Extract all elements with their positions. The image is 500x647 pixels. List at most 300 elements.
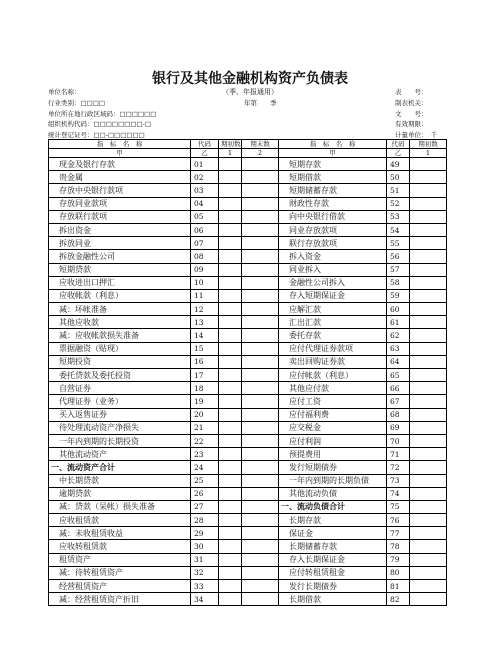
right-begin-value	[410, 593, 447, 606]
right-item-code: 60	[387, 303, 410, 316]
left-end-value	[242, 461, 279, 474]
left-end-value	[242, 421, 279, 434]
right-item-code: 52	[387, 197, 410, 210]
left-begin-value	[219, 276, 242, 289]
left-item-name: 逾期贷款	[49, 487, 191, 500]
left-item-name: 减：坏帐准备	[49, 303, 191, 316]
table-row	[49, 421, 447, 434]
left-end-value	[242, 474, 279, 487]
left-begin-value	[219, 303, 242, 316]
left-item-code: 29	[191, 527, 219, 540]
left-item-name: 一、流动资产合计	[49, 461, 191, 474]
right-item-code: 55	[387, 237, 410, 250]
right-begin-value	[410, 329, 447, 342]
period-label: 年第 季	[244, 99, 277, 107]
left-begin-value	[219, 237, 242, 250]
left-item-name: 减：经营租赁资产折旧	[49, 593, 191, 606]
left-item-code: 31	[191, 553, 219, 566]
right-item-code: 51	[387, 184, 410, 197]
left-item-name: 待处理流动资产净损失	[49, 421, 191, 434]
left-item-code: 05	[191, 210, 219, 223]
left-item-name: 减：贷款（呆帐）损失准备	[49, 500, 191, 513]
table-row	[49, 395, 447, 408]
header-col1-right: 1	[410, 149, 447, 158]
right-begin-value	[410, 303, 447, 316]
right-item-name: 短期储蓄存款	[279, 184, 387, 197]
right-item-name: 存入短期保证金	[279, 289, 387, 302]
left-item-name: 贵金属	[49, 171, 191, 184]
right-item-name: 财政性存款	[279, 197, 387, 210]
right-item-name: 应解汇款	[279, 303, 387, 316]
left-end-value	[242, 355, 279, 368]
left-item-name: 委托贷款及委托投资	[49, 369, 191, 382]
header-begin: 期初数	[219, 140, 242, 149]
left-item-name: 存放联行款项	[49, 210, 191, 223]
left-item-name: 短期贷款	[49, 263, 191, 276]
left-begin-value	[219, 487, 242, 500]
table-row	[49, 171, 447, 184]
right-item-code: 54	[387, 223, 410, 236]
left-begin-value	[219, 474, 242, 487]
left-item-code: 20	[191, 408, 219, 421]
header-yi: 乙	[191, 149, 219, 158]
table-row	[49, 448, 447, 461]
right-item-code: 80	[387, 566, 410, 579]
right-item-code: 62	[387, 329, 410, 342]
left-begin-value	[219, 461, 242, 474]
header-left-name: 指 标 名 称	[49, 140, 191, 149]
org-code-label: 组织机构代码：□□□□□□□□-□	[48, 120, 151, 128]
left-end-value	[242, 527, 279, 540]
right-begin-value	[410, 355, 447, 368]
right-item-name: 其他流动负债	[279, 487, 387, 500]
left-begin-value	[219, 263, 242, 276]
right-item-code: 76	[387, 514, 410, 527]
left-item-name: 代理证券（业务）	[49, 395, 191, 408]
left-end-value	[242, 382, 279, 395]
right-begin-value	[410, 461, 447, 474]
right-begin-value	[410, 527, 447, 540]
left-item-code: 19	[191, 395, 219, 408]
left-item-name: 经营租赁资产	[49, 580, 191, 593]
left-begin-value	[219, 210, 242, 223]
left-item-name: 应收租赁款	[49, 514, 191, 527]
currency-label: 计量单位： 千	[395, 131, 438, 139]
right-begin-value	[410, 276, 447, 289]
table-row	[49, 500, 447, 513]
left-item-name: 应收进出口押汇	[49, 276, 191, 289]
left-item-code: 16	[191, 355, 219, 368]
left-end-value	[242, 289, 279, 302]
unit-name-label: 单位名称：	[48, 88, 81, 96]
right-item-name: 应付帐款（利息）	[279, 369, 387, 382]
left-begin-value	[219, 369, 242, 382]
region-label: 单位所在地行政区域码：□□□□□□	[48, 110, 157, 118]
table-row	[49, 566, 447, 579]
table-row	[49, 250, 447, 263]
right-begin-value	[410, 184, 447, 197]
right-item-name: 应交税金	[279, 421, 387, 434]
right-begin-value	[410, 223, 447, 236]
balance-table	[48, 139, 447, 606]
left-item-code: 17	[191, 369, 219, 382]
right-item-code: 79	[387, 553, 410, 566]
table-row	[49, 158, 447, 171]
industry-label: 行业类别：□□□□	[48, 99, 106, 107]
header-index-row	[49, 149, 447, 158]
table-row	[49, 487, 447, 500]
left-item-code: 33	[191, 580, 219, 593]
left-item-name: 自营证券	[49, 382, 191, 395]
right-item-code: 82	[387, 593, 410, 606]
right-begin-value	[410, 263, 447, 276]
right-item-code: 73	[387, 474, 410, 487]
right-item-name: 保证金	[279, 527, 387, 540]
left-item-code: 27	[191, 500, 219, 513]
header-jia-right: 甲	[279, 149, 387, 158]
right-item-code: 57	[387, 263, 410, 276]
table-row	[49, 355, 447, 368]
left-item-code: 15	[191, 342, 219, 355]
right-begin-value	[410, 540, 447, 553]
left-end-value	[242, 237, 279, 250]
left-begin-value	[219, 566, 242, 579]
left-end-value	[242, 580, 279, 593]
left-item-code: 30	[191, 540, 219, 553]
table-row	[49, 303, 447, 316]
table-row	[49, 197, 447, 210]
table-row	[49, 593, 447, 606]
right-begin-value	[410, 289, 447, 302]
right-item-code: 77	[387, 527, 410, 540]
left-begin-value	[219, 355, 242, 368]
valid-label: 有效期限：	[395, 120, 428, 128]
page-title: 银行及其他金融机构资产负债表	[152, 71, 348, 87]
right-item-code: 72	[387, 461, 410, 474]
left-end-value	[242, 514, 279, 527]
right-item-code: 70	[387, 434, 410, 447]
right-begin-value	[410, 448, 447, 461]
right-begin-value	[410, 514, 447, 527]
left-item-name: 拆出资金	[49, 223, 191, 236]
table-row	[49, 553, 447, 566]
right-item-name: 应付工资	[279, 395, 387, 408]
left-item-name: 减：未收租赁收益	[49, 527, 191, 540]
left-item-name: 应收转租赁款	[49, 540, 191, 553]
right-item-name: 长期储蓄存款	[279, 540, 387, 553]
left-item-code: 12	[191, 303, 219, 316]
left-begin-value	[219, 408, 242, 421]
table-row	[49, 276, 447, 289]
table-row	[49, 263, 447, 276]
table-row	[49, 237, 447, 250]
left-item-code: 03	[191, 184, 219, 197]
left-end-value	[242, 171, 279, 184]
right-item-code: 74	[387, 487, 410, 500]
left-item-code: 28	[191, 514, 219, 527]
table-row	[49, 210, 447, 223]
form-no-label: 表 号：	[395, 88, 428, 96]
right-item-name: 同业拆入	[279, 263, 387, 276]
left-item-code: 04	[191, 197, 219, 210]
left-end-value	[242, 487, 279, 500]
left-begin-value	[219, 500, 242, 513]
left-item-code: 32	[191, 566, 219, 579]
right-begin-value	[410, 408, 447, 421]
left-item-code: 06	[191, 223, 219, 236]
header-row	[49, 140, 447, 149]
left-item-name: 短期投资	[49, 355, 191, 368]
table-row	[49, 514, 447, 527]
left-begin-value	[219, 316, 242, 329]
left-begin-value	[219, 395, 242, 408]
left-end-value	[242, 408, 279, 421]
right-item-code: 61	[387, 316, 410, 329]
left-item-name: 应收帐款（利息）	[49, 289, 191, 302]
right-begin-value	[410, 580, 447, 593]
table-row	[49, 342, 447, 355]
left-begin-value	[219, 434, 242, 447]
header-yi-right: 乙	[387, 149, 410, 158]
header-code: 代码	[191, 140, 219, 149]
left-begin-value	[219, 448, 242, 461]
right-item-name: 汇出汇款	[279, 316, 387, 329]
header-begin-right: 期初数	[410, 140, 447, 149]
right-item-name: 预提费用	[279, 448, 387, 461]
right-item-name: 卖出回购证券款	[279, 355, 387, 368]
left-item-code: 14	[191, 329, 219, 342]
right-item-name: 应付代理证券款项	[279, 342, 387, 355]
left-begin-value	[219, 580, 242, 593]
right-item-name: 发行长期债券	[279, 580, 387, 593]
left-item-name: 买入返售证券	[49, 408, 191, 421]
right-begin-value	[410, 395, 447, 408]
right-begin-value	[410, 434, 447, 447]
right-item-code: 65	[387, 369, 410, 382]
right-item-name: 拆入资金	[279, 250, 387, 263]
left-item-code: 07	[191, 237, 219, 250]
right-item-name: 应付转租赁租金	[279, 566, 387, 579]
left-end-value	[242, 210, 279, 223]
right-begin-value	[410, 382, 447, 395]
table-row	[49, 527, 447, 540]
right-begin-value	[410, 421, 447, 434]
left-begin-value	[219, 250, 242, 263]
left-item-name: 减：应收帐款损失准备	[49, 329, 191, 342]
right-item-code: 81	[387, 580, 410, 593]
left-item-name: 票据融资（贴现）	[49, 342, 191, 355]
right-item-name: 向中央银行借款	[279, 210, 387, 223]
right-item-code: 50	[387, 171, 410, 184]
right-begin-value	[410, 487, 447, 500]
left-begin-value	[219, 514, 242, 527]
right-item-name: 长期存款	[279, 514, 387, 527]
right-item-name: 发行短期债券	[279, 461, 387, 474]
left-end-value	[242, 566, 279, 579]
right-begin-value	[410, 316, 447, 329]
left-item-name: 减：待转租赁资产	[49, 566, 191, 579]
left-end-value	[242, 263, 279, 276]
right-begin-value	[410, 197, 447, 210]
left-item-name: 其他流动资产	[49, 448, 191, 461]
right-item-code: 53	[387, 210, 410, 223]
left-item-code: 08	[191, 250, 219, 263]
right-item-name: 应付利润	[279, 434, 387, 447]
table-row	[49, 540, 447, 553]
left-end-value	[242, 250, 279, 263]
left-item-name: 租赁资产	[49, 553, 191, 566]
header-right-name: 指 标 名 称	[279, 140, 387, 149]
right-begin-value	[410, 171, 447, 184]
left-end-value	[242, 434, 279, 447]
left-end-value	[242, 329, 279, 342]
right-begin-value	[410, 158, 447, 171]
left-item-code: 34	[191, 593, 219, 606]
right-item-code: 68	[387, 408, 410, 421]
left-item-name: 中长期贷款	[49, 474, 191, 487]
left-item-name: 一年内到期的长期投资	[49, 434, 191, 447]
left-end-value	[242, 342, 279, 355]
left-begin-value	[219, 223, 242, 236]
table-row	[49, 223, 447, 236]
header-col2: 2	[242, 149, 279, 158]
left-end-value	[242, 448, 279, 461]
header-code-right: 代码	[387, 140, 410, 149]
issuer-label: 制表机关：	[395, 99, 428, 107]
left-begin-value	[219, 158, 242, 171]
left-item-code: 09	[191, 263, 219, 276]
right-item-code: 67	[387, 395, 410, 408]
left-begin-value	[219, 184, 242, 197]
left-end-value	[242, 303, 279, 316]
right-item-name: 金融性公司拆入	[279, 276, 387, 289]
left-item-code: 26	[191, 487, 219, 500]
table-row	[49, 382, 447, 395]
right-item-name: 联行存放款项	[279, 237, 387, 250]
left-item-name: 拆放同业	[49, 237, 191, 250]
header-end: 期末数	[242, 140, 279, 149]
left-end-value	[242, 593, 279, 606]
page-subtitle: （季、年报通用）	[222, 88, 278, 96]
right-begin-value	[410, 500, 447, 513]
right-item-code: 69	[387, 421, 410, 434]
table-row	[49, 408, 447, 421]
table-row	[49, 580, 447, 593]
table-row	[49, 316, 447, 329]
left-end-value	[242, 369, 279, 382]
left-item-name: 其他应收款	[49, 316, 191, 329]
left-item-code: 21	[191, 421, 219, 434]
stat-reg-label: 统计登记证号：□□-□□□□□□	[48, 131, 145, 139]
right-item-name: 短期存款	[279, 158, 387, 171]
table-row	[49, 289, 447, 302]
right-item-name: 短期借款	[279, 171, 387, 184]
left-end-value	[242, 276, 279, 289]
right-item-code: 78	[387, 540, 410, 553]
left-begin-value	[219, 342, 242, 355]
left-begin-value	[219, 421, 242, 434]
left-end-value	[242, 395, 279, 408]
right-begin-value	[410, 250, 447, 263]
left-end-value	[242, 500, 279, 513]
right-item-name: 长期借款	[279, 593, 387, 606]
right-item-code: 59	[387, 289, 410, 302]
right-item-code: 49	[387, 158, 410, 171]
left-end-value	[242, 553, 279, 566]
left-end-value	[242, 158, 279, 171]
left-item-code: 24	[191, 461, 219, 474]
left-begin-value	[219, 553, 242, 566]
right-item-code: 66	[387, 382, 410, 395]
header-col1: 1	[219, 149, 242, 158]
left-item-code: 02	[191, 171, 219, 184]
right-item-code: 75	[387, 500, 410, 513]
right-item-code: 58	[387, 276, 410, 289]
left-item-code: 11	[191, 289, 219, 302]
left-begin-value	[219, 329, 242, 342]
table-row	[49, 329, 447, 342]
right-begin-value	[410, 237, 447, 250]
right-begin-value	[410, 342, 447, 355]
left-item-name: 拆放金融性公司	[49, 250, 191, 263]
left-item-code: 18	[191, 382, 219, 395]
left-begin-value	[219, 171, 242, 184]
left-end-value	[242, 223, 279, 236]
left-item-code: 23	[191, 448, 219, 461]
left-item-name: 存放中央银行款项	[49, 184, 191, 197]
left-begin-value	[219, 289, 242, 302]
right-item-code: 63	[387, 342, 410, 355]
table-row	[49, 474, 447, 487]
left-begin-value	[219, 593, 242, 606]
right-begin-value	[410, 566, 447, 579]
right-item-name: 同业存放款项	[279, 223, 387, 236]
right-item-name: 存入长期保证金	[279, 553, 387, 566]
left-item-code: 25	[191, 474, 219, 487]
table-row	[49, 434, 447, 447]
table-row	[49, 461, 447, 474]
right-item-code: 64	[387, 355, 410, 368]
right-begin-value	[410, 210, 447, 223]
left-item-code: 22	[191, 434, 219, 447]
right-item-code: 56	[387, 250, 410, 263]
right-item-code: 71	[387, 448, 410, 461]
left-end-value	[242, 197, 279, 210]
right-item-name: 其他应付款	[279, 382, 387, 395]
left-item-name: 现金及银行存款	[49, 158, 191, 171]
doc-no-label: 文 号：	[395, 110, 428, 118]
right-begin-value	[410, 553, 447, 566]
left-begin-value	[219, 197, 242, 210]
right-item-name: 一年内到期的长期负债	[279, 474, 387, 487]
left-item-name: 存放同业款项	[49, 197, 191, 210]
table-row	[49, 369, 447, 382]
right-begin-value	[410, 474, 447, 487]
right-item-name: 委托存款	[279, 329, 387, 342]
left-item-code: 13	[191, 316, 219, 329]
left-begin-value	[219, 382, 242, 395]
header-jia: 甲	[49, 149, 191, 158]
left-item-code: 01	[191, 158, 219, 171]
right-item-name: 一、流动负债合计	[279, 500, 387, 513]
table-row	[49, 184, 447, 197]
left-begin-value	[219, 540, 242, 553]
left-end-value	[242, 184, 279, 197]
left-begin-value	[219, 527, 242, 540]
left-item-code: 10	[191, 276, 219, 289]
left-end-value	[242, 540, 279, 553]
right-begin-value	[410, 369, 447, 382]
